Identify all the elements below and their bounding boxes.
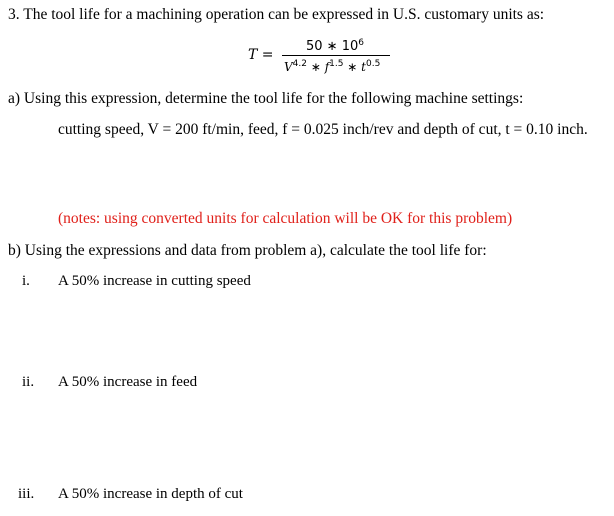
formula-numerator: 50 ∗ $10^6$ <box>306 38 364 54</box>
part-b-question: b) Using the expressions and data from problem a), calculate the tool life for: <box>8 242 487 259</box>
list-item: A 50% increase in cutting speed <box>58 273 251 289</box>
list-marker: iii. <box>18 486 35 502</box>
fraction-bar <box>282 55 390 56</box>
tool-life-formula <box>248 36 408 76</box>
part-a-question: a) Using this expression, determine the tool life for the following machine settings: <box>8 90 524 107</box>
list-marker: ii. <box>22 374 35 390</box>
list-item: A 50% increase in depth of cut <box>58 486 243 502</box>
problem-intro: 3. The tool life for a machining operation can be expressed in U.S. customary units as: <box>8 6 545 23</box>
formula-lhs: T = <box>248 47 274 63</box>
list-item: A 50% increase in feed <box>58 374 198 390</box>
list-marker: i. <box>22 273 30 289</box>
formula-denominator: $V^{4.2}$ ∗ $f^{1.5}$ ∗ $t^{0.5}$ <box>284 59 381 74</box>
note-text: (notes: using converted units for calculation will be OK for this problem) <box>58 210 513 227</box>
part-a-settings: cutting speed, V = 200 ft/min, feed, f = 0.025 inch/rev and depth of cut, t = 0.10 inch. <box>58 121 588 138</box>
